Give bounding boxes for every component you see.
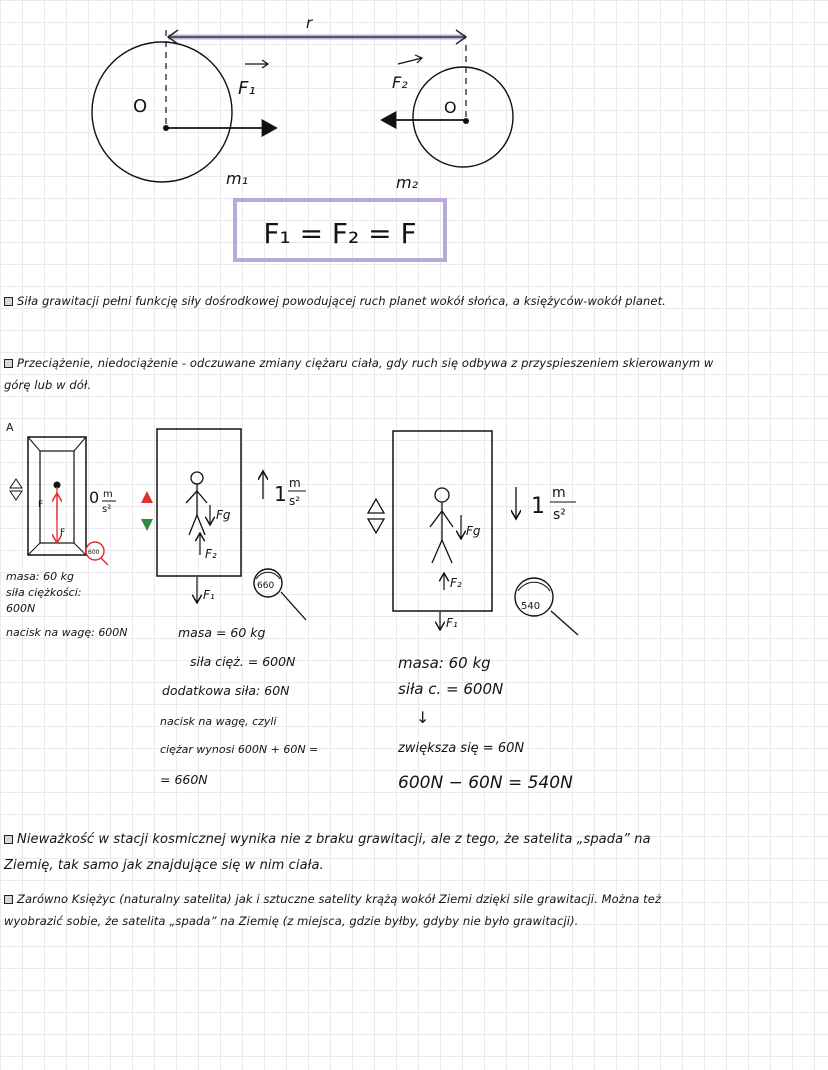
elevator-b [157, 429, 241, 576]
svg-text:540: 540 [521, 601, 541, 612]
case-a-label: A [6, 421, 14, 434]
case-c-weight: siła c. = 600N [398, 680, 504, 698]
svg-text:600: 600 [88, 549, 100, 556]
note-gravity-centripetal: Siła grawitacji pełni funkcję siły dośrodkowej powodującej ruch planet wokół słońca, a księżyców-wokół planet. [4, 290, 819, 312]
note-satellites: Zarówno Księżyc (naturalny satelita) jak i sztuczne satelity krążą wokół Ziemi dzięki sile grawitacji. Można też wyobrazić sobie, że satelita „spada” na Ziemię (z miejsca, gdzie byłby, gdyby nie było grawitacji). [4, 892, 662, 928]
case-a-weight-1: siła ciężkości: [6, 586, 82, 599]
case-c-f1: F₁ [446, 616, 458, 630]
note-weightlessness: Nieważkość w stacji kosmicznej wynika nie z braku grawitacji, ale z tego, że satelita „spada” na Ziemię, tak samo jak znajdujące się w nim ciała. [4, 832, 651, 873]
person-b [186, 472, 207, 535]
case-b-pressure-2: ciężar wynosi 600N + 60N = [160, 743, 319, 756]
case-b-accel: 1 [274, 482, 287, 506]
case-a-scale-magnifier [86, 542, 108, 565]
svg-text:F: F [38, 500, 44, 510]
note-overload: Przeciążenie, niedociążenie - odczuwane zmiany ciężaru ciała, gdy ruch się odbywa z przyspieszeniem skierowanym w górę lub w dół. [4, 356, 714, 392]
case-b-weight: siła cięż. = 600N [190, 654, 296, 669]
equation: F₁ = F₂ = F [263, 217, 417, 250]
case-a-pressure: nacisk na wagę: 600N [6, 626, 128, 639]
case-b-updown-icon [141, 491, 153, 531]
bullet [4, 835, 13, 844]
case-c-arrow: ↓ [416, 708, 430, 727]
force1-label: F₁ [238, 78, 256, 99]
case-c-accel: 1 [531, 494, 545, 519]
case-a-weight-2: 600N [6, 602, 36, 615]
elevator-a-updown-icon [10, 479, 22, 500]
case-c-unit-den: s² [553, 507, 566, 523]
case-c-f2: F₂ [450, 576, 462, 590]
mass2-circle [413, 67, 513, 167]
center2-label: O [444, 98, 457, 117]
case-b-extra: dodatkowa siła: 60N [162, 683, 290, 698]
case-c-fg: Fg [466, 524, 481, 538]
svg-text:F: F [60, 528, 66, 538]
gravity-diagram [0, 0, 828, 275]
case-b-pressure-1: nacisk na wagę, czyli [160, 715, 277, 728]
case-b-unit-num: m [289, 476, 301, 490]
distance-arrow [168, 30, 466, 44]
case-a-accel: 0 [89, 488, 100, 507]
case-c-mass: masa: 60 kg [398, 654, 491, 672]
case-b-f2: F₂ [205, 547, 217, 561]
elevator-a [28, 437, 86, 555]
person-c [430, 488, 453, 563]
case-c-updown-icon [368, 499, 384, 533]
case-b-mass: masa = 60 kg [178, 625, 266, 640]
bullet [4, 895, 13, 904]
case-a-unit-den: s² [102, 504, 112, 515]
elevator-diagrams [0, 415, 828, 640]
bullet [4, 297, 13, 306]
case-b-scale-magnifier [254, 569, 306, 620]
bullet [4, 359, 13, 368]
case-c-reduced: zwiększa się = 60N [398, 741, 525, 756]
svg-text:660: 660 [257, 581, 275, 591]
mass1-label: m₁ [226, 169, 248, 188]
case-a-unit-num: m [103, 489, 113, 500]
case-a-mass: masa: 60 kg [6, 570, 74, 583]
mass1-circle [92, 42, 232, 182]
case-c-result: 600N − 60N = 540N [398, 773, 573, 793]
case-c-scale-magnifier [515, 578, 578, 635]
center1-label: O [133, 96, 148, 117]
case-b-f1: F₁ [203, 588, 215, 602]
mass2-label: m₂ [396, 173, 418, 192]
case-b-unit-den: s² [289, 494, 301, 508]
case-b-fg: Fg [216, 508, 231, 522]
force2-label: F₂ [392, 73, 408, 92]
case-c-unit-num: m [552, 485, 566, 501]
case-b-pressure-3: = 660N [160, 772, 208, 787]
distance-label: r [306, 14, 313, 32]
